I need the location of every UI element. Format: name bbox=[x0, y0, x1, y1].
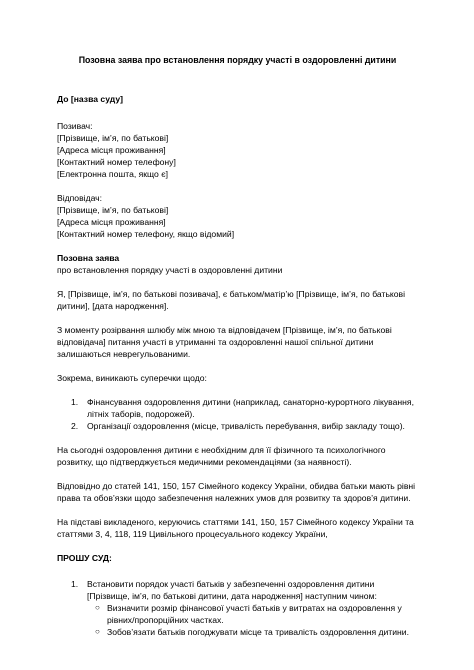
list-item-number: 2. bbox=[71, 421, 79, 431]
claim-heading-block bbox=[57, 252, 418, 276]
plaintiff-address: [Адреса місця проживання] bbox=[57, 145, 166, 155]
plaintiff-name: [Прізвище, ім’я, по батькові] bbox=[57, 133, 169, 143]
sub-list-item-text: Зобов’язати батьків погоджувати місце та тривалість оздоровлення дитини. bbox=[107, 627, 409, 637]
defendant-name: [Прізвище, ім’я, по батькові] bbox=[57, 205, 169, 215]
disputes-list bbox=[57, 396, 418, 432]
paragraph-grounds: На підставі викладеного, керуючись статтями 141, 150, 157 Сімейного кодексу України та статтями 3, 4, 118, 119 Цивільного процесуального кодексу України, bbox=[57, 517, 414, 539]
list-item-number: 1. bbox=[71, 397, 79, 407]
list-item-number: 1. bbox=[71, 579, 79, 589]
list-item bbox=[57, 578, 418, 638]
requests-list bbox=[57, 578, 418, 638]
list-item-text: Встановити порядок участі батьків у забезпеченні оздоровлення дитини [Прізвище, ім’я, по батькові дитини, дата народження] наступним чином: bbox=[87, 579, 377, 601]
circle-bullet-icon: ○ bbox=[95, 627, 100, 636]
paragraph-divorce: З моменту розірвання шлюбу між мною та відповідачем [Прізвище, ім’я, по батькові відповідача] питання участі в утриманні та оздоровленні нашої спільної дитини залишаються неврегульованими. bbox=[57, 325, 392, 359]
document-title: Позовна заява про встановлення порядку участі в оздоровленні дитини bbox=[78, 55, 397, 65]
sub-list-item bbox=[87, 626, 418, 638]
defendant-block bbox=[57, 192, 418, 240]
defendant-address: [Адреса місця проживання] bbox=[57, 217, 166, 227]
paragraph-health-need: На сьогодні оздоровлення дитини є необхідним для її фізичного та психологічного розвитку, що підтверджується медичними рекомендаціями (за наявності). bbox=[57, 445, 386, 467]
request-heading: ПРОШУ СУД: bbox=[57, 553, 112, 563]
list-item bbox=[57, 396, 418, 420]
claim-heading: Позовна заява bbox=[57, 253, 120, 263]
plaintiff-email: [Електронна пошта, якщо є] bbox=[57, 169, 168, 179]
defendant-label: Відповідач: bbox=[57, 193, 103, 203]
list-item bbox=[57, 420, 418, 432]
sub-list-item bbox=[87, 602, 418, 626]
list-item-text: Фінансування оздоровлення дитини (наприклад, санаторно-курортного лікування, літніх таборів, подорожей). bbox=[87, 397, 414, 419]
list-item-text: Організації оздоровлення (місце, тривалість перебування, вибір закладу тощо). bbox=[87, 421, 405, 431]
circle-bullet-icon: ○ bbox=[95, 603, 100, 612]
defendant-phone: [Контактний номер телефону, якщо відомий] bbox=[57, 229, 235, 239]
claim-subheading: про встановлення порядку участі в оздоровленні дитини bbox=[57, 265, 283, 275]
plaintiff-label: Позивач: bbox=[57, 121, 93, 131]
plaintiff-phone: [Контактний номер телефону] bbox=[57, 157, 176, 167]
paragraph-legal-basis: Відповідно до статей 141, 150, 157 Сімейного кодексу України, обидва батьки мають рівні права та обов’язки щодо забезпечення належних умов для розвитку та здоров’я дитини. bbox=[57, 481, 416, 503]
sub-list-item-text: Визначити розмір фінансової участі батьків у витратах на оздоровлення у рівних/пропорційних частках. bbox=[107, 603, 402, 625]
sub-list bbox=[87, 602, 418, 638]
paragraph-disputes-intro: Зокрема, виникають суперечки щодо: bbox=[57, 373, 207, 383]
plaintiff-block bbox=[57, 120, 418, 180]
paragraph-parent-info: Я, [Прізвище, ім’я, по батькові позивача], є батьком/матір’ю [Прізвище, ім’я, по батькові дитини], [дата народження]. bbox=[57, 289, 406, 311]
court-name: До [назва суду] bbox=[57, 94, 123, 104]
